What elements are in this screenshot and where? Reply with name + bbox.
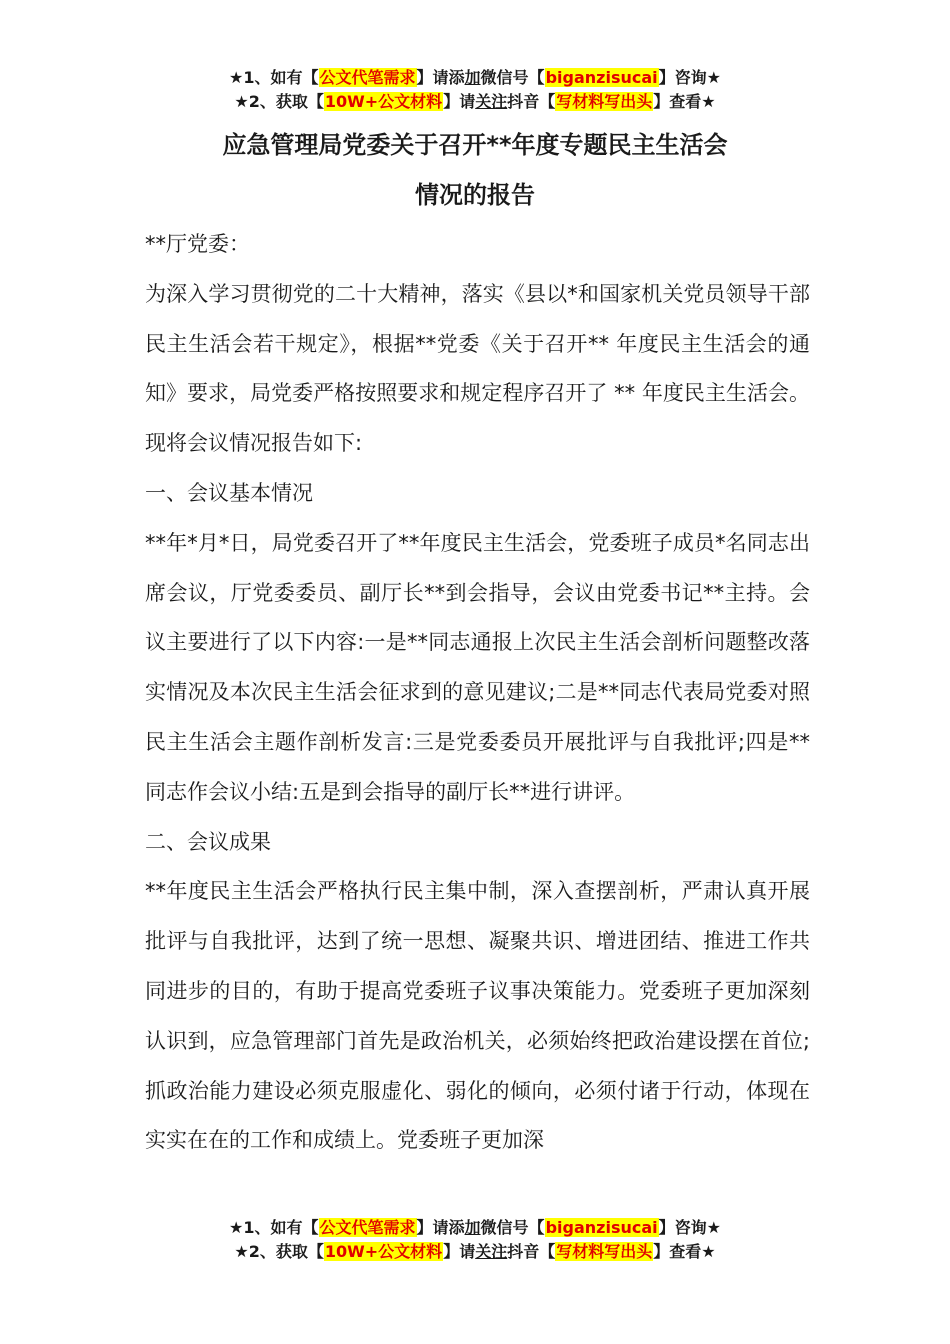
banner-highlight: biganzisucai [545,68,658,87]
banner-text: 】查看★ [653,92,716,111]
footer-banner [0,1216,950,1264]
banner-underlined-text: 加 [464,68,481,87]
banner-text: ★2、获取【 [234,92,324,111]
header-banner [0,66,950,114]
section-heading-2: 二、会议成果 [145,829,271,854]
banner-underlined-text: 关注 [475,1242,508,1261]
paragraph-meeting-basics: **年*月*日，局党委召开了**年度民主生活会，党委班子成员*名同志出席会议，厅党委委员、副厅长**到会指导，会议由党委书记**主持。会议主要进行了以下内容:一是**同志通报上次民主生活会剖析问题整改落实情况及本次民主生活会征求到的意见建议;二是**同志代表局党委对照民主生活会主题作剖析发言:三是党委委员开展批评与自我批评;四是**同志作会议小结:五是到会指导的副厅长**进行讲评。 [145,530,810,804]
banner-highlight: biganzisucai [545,1218,658,1237]
banner-line-1 [0,1216,950,1240]
banner-underlined-text: 加 [464,1218,481,1237]
banner-text: 】请 [443,1242,476,1261]
banner-text: 】查看★ [653,1242,716,1261]
paragraph-meeting-results: **年度民主生活会严格执行民主集中制，深入查摆剖析，严肃认真开展批评与自我批评，达到了统一思想、凝聚共识、增进团结、推进工作共同进步的目的，有助于提高党委班子议事决策能力。党委班子更加深刻认识到，应急管理部门首先是政治机关，必须始终把政治建设摆在首位;抓政治能力建设必须克服虚化、弱化的倾向，必须付诸于行动，体现在实实在在的工作和成绩上。党委班子更加深 [145,879,810,1153]
title-line-1: 应急管理局党委关于召开**年度专题民主生活会 [222,131,728,159]
banner-text: 】请添 [416,1218,465,1237]
salutation: **厅党委： [145,232,250,256]
banner-text: 抖音【 [507,1242,556,1261]
banner-highlight: 公文代笔需求 [319,68,416,87]
banner-line-2 [0,90,950,114]
title-line-2: 情况的报告 [415,181,535,209]
banner-text: 】请 [443,92,476,111]
banner-text: ★1、如有【 [229,68,319,87]
banner-underlined-text: 关注 [475,92,508,111]
document-title [0,120,950,220]
banner-highlight: 10W+公文材料 [324,92,443,111]
banner-text: 】请添 [416,68,465,87]
banner-text: 】咨询★ [658,68,721,87]
banner-text: ★2、获取【 [234,1242,324,1261]
banner-highlight: 10W+公文材料 [324,1242,443,1261]
banner-highlight: 写材料写出头 [556,1242,653,1261]
section-heading-1: 一、会议基本情况 [145,480,313,505]
banner-text: 微信号【 [480,68,545,87]
banner-line-2 [0,1240,950,1264]
document-body [145,220,810,1166]
banner-text: ★1、如有【 [229,1218,319,1237]
paragraph-intro: 为深入学习贯彻党的二十大精神，落实《县以*和国家机关党员领导干部民主生活会若干规定》，根据**党委《关于召开** 年度民主生活会的通知》要求，局党委严格按照要求和规定程序召开了 ** 年度民主生活会。现将会议情况报告如下: [145,281,810,456]
banner-text: 抖音【 [507,92,556,111]
banner-highlight: 写材料写出头 [556,92,653,111]
banner-highlight: 公文代笔需求 [319,1218,416,1237]
banner-text: 微信号【 [480,1218,545,1237]
banner-text: 】咨询★ [658,1218,721,1237]
banner-line-1 [0,66,950,90]
